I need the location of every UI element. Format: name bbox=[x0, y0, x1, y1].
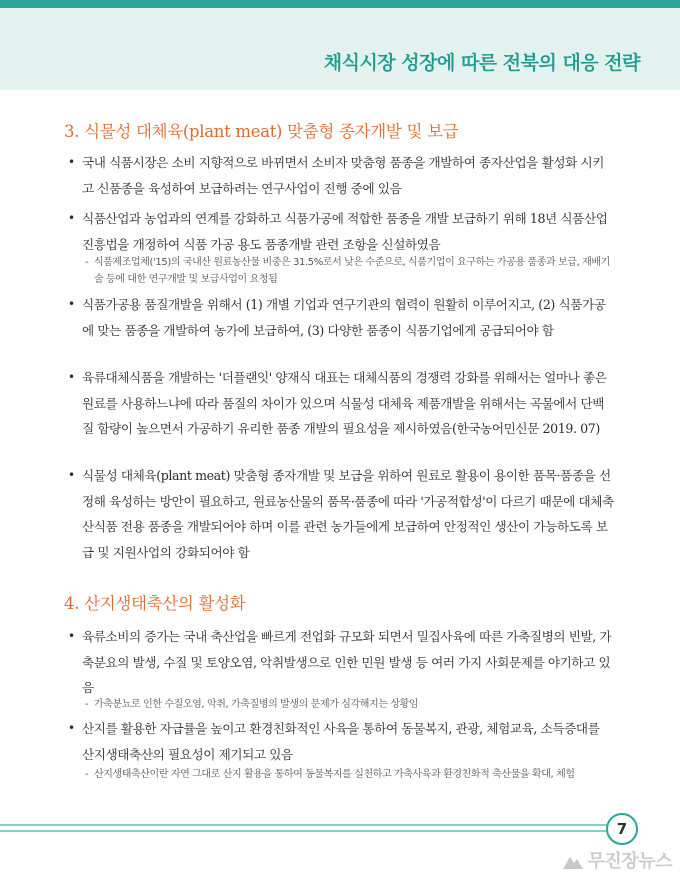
section-4-note-1: - 가축분뇨로 인한 수질오염, 악취, 가축질병의 발생의 문제가 심각해지는 상황임 bbox=[85, 699, 419, 710]
footer-divider bbox=[0, 824, 610, 826]
bullet-dot-icon: • bbox=[68, 468, 75, 482]
section-3-bullet-2: • 식품산업과 농업과의 연계를 강화하고 식품가공에 적합한 품종을 개발 보급하기 위해 18년 식품산업진흥법을 개정하여 식품 가공 용도 품종개발 관련 조항을 신설하였음 bbox=[82, 206, 614, 257]
section-3-bullet-4: • 육류대체식품을 개발하는 '더플랜잇' 양재식 대표는 대체식품의 경쟁력 강화를 위해서는 얼마나 좋은 원료를 사용하느냐에 따라 품질의 차이가 있으며 식물성 대체육 제품개발을 위해서는 곡물에서 단백질 함량이 높으면서 가공하기 유리한 품종 개발의 필요성을 제시하였음(한국농어민신문 2019. 07) bbox=[82, 365, 614, 442]
top-accent-bar bbox=[0, 0, 680, 8]
section-3-bullet-1: • 국내 식품시장은 소비 지향적으로 바뀌면서 소비자 맞춤형 품종을 개발하여 종자산업을 활성화 시키고 신품종을 육성하여 보급하려는 연구사업이 진행 중에 있음 bbox=[82, 150, 614, 201]
page-title: 채식시장 성장에 따른 전북의 대응 전략 bbox=[323, 52, 640, 74]
bullet-dot-icon: • bbox=[68, 370, 75, 384]
bullet-dot-icon: • bbox=[68, 297, 75, 311]
section-3-bullet-5: • 식물성 대체육(plant meat) 맞춤형 종자개발 및 보급을 위하여 원료로 활용이 용이한 품목·품종을 선정해 육성하는 방안이 필요하고, 원료농산물의 품목·품종에 따라 '가공적합성'이 다르기 때문에 대체축산식품 전용 품종을 개발되어야 하며 이를 관련 농가들에게 보급하여 안정적인 생산이 가능하도록 보급 및 지원사업의 강화되어야 함 bbox=[82, 463, 614, 565]
bullet-dot-icon: • bbox=[68, 629, 75, 643]
section-4-bullet-1: • 육류소비의 증가는 국내 축산업을 빠르게 전업화 규모화 되면서 밀집사육에 따른 가축질병의 빈발, 가축분요의 발생, 수질 및 토양오염, 악취발생으로 인한 민원 발생 등 여러 가지 사회문제를 야기하고 있음 bbox=[82, 624, 614, 701]
page-number: 7 bbox=[606, 813, 638, 845]
section-3-heading: 3. 식물성 대체육(plant meat) 맞춤형 종자개발 및 보급 bbox=[64, 122, 459, 141]
bullet-dot-icon: • bbox=[68, 155, 75, 169]
bullet-dot-icon: • bbox=[68, 721, 75, 735]
footer-divider bbox=[0, 830, 610, 832]
section-4-bullet-2: • 산지를 활용한 자급률을 높이고 환경친화적인 사육을 통하여 동물복지, 관광, 체험교육, 소득증대를 산지생태축산의 필요성이 제기되고 있음 bbox=[82, 716, 614, 767]
section-4-heading: 4. 산지생태축산의 활성화 bbox=[64, 594, 246, 613]
section-3-bullet-3: • 식품가공용 품질개발을 위해서 (1) 개별 기업과 연구기관의 협력이 원활히 이루어지고, (2) 식품가공에 맞는 품종을 개발하여 농가에 보급하여, (3) 다양한 품종이 식품기업에게 공급되어야 함 bbox=[82, 292, 614, 343]
section-4-note-2: - 산지생태축산이란 자연 그대로 산지 활용을 통하여 동물복지를 실천하고 가축사육과 환경친화적 축산물을 확대, 체험 bbox=[85, 769, 575, 780]
section-3-note: - 식품제조업체('15)의 국내산 원료농산물 비중은 31.5%로서 낮은 수준으로, 식품기업이 요구하는 가공용 품종과 보급, 재배기술 등에 대한 연구개발 및 보급사업이 요청됨 bbox=[85, 257, 610, 285]
header-band bbox=[0, 8, 680, 90]
watermark: 무진장뉴스 bbox=[562, 847, 672, 873]
bullet-dot-icon: • bbox=[68, 211, 75, 225]
mountain-logo-icon bbox=[562, 852, 584, 870]
